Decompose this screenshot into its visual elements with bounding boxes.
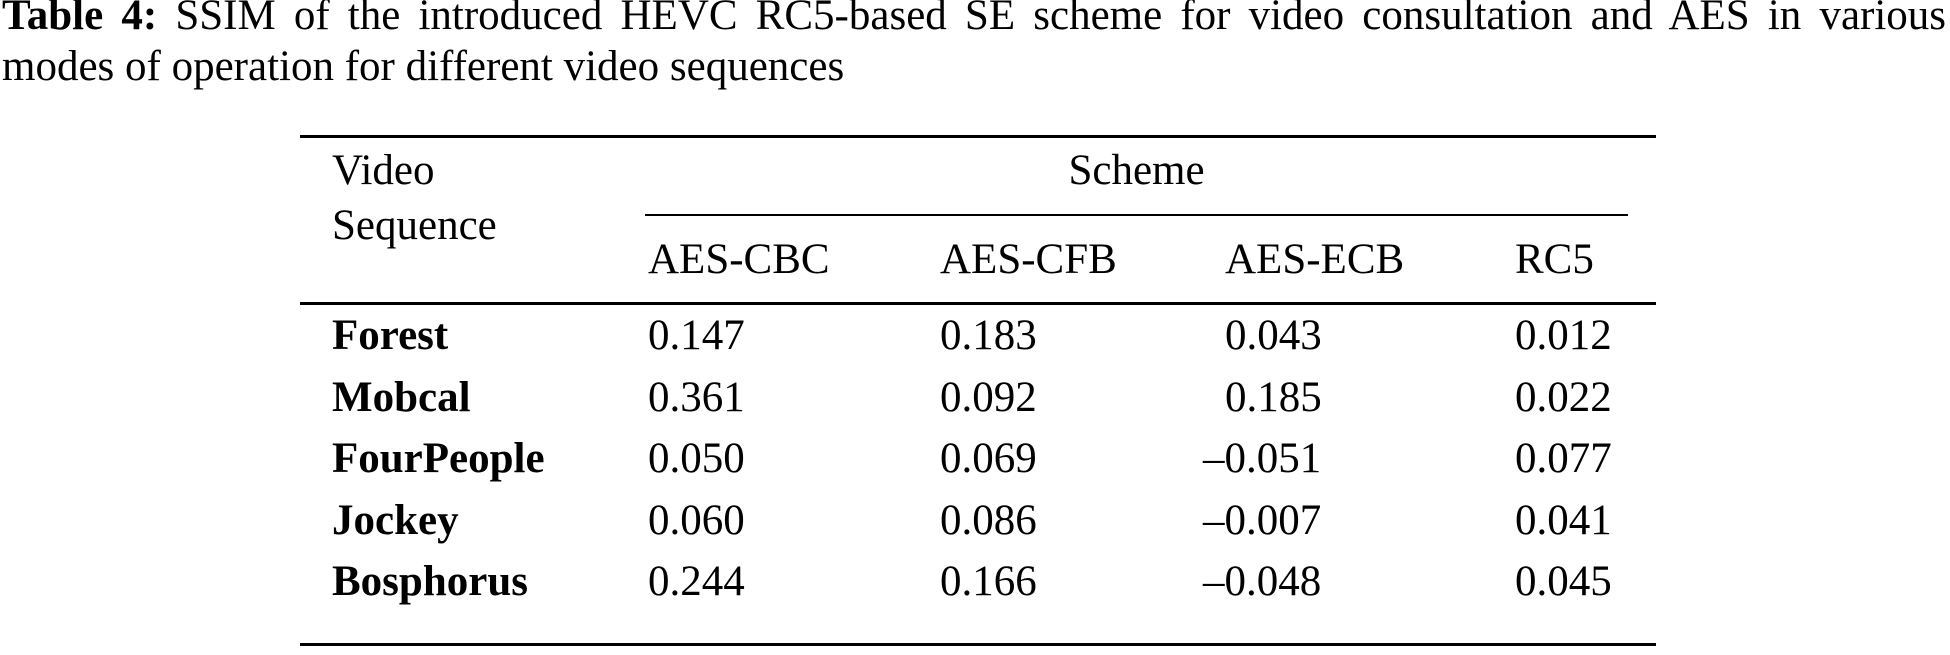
row-label: Jockey (332, 496, 459, 544)
cell-value: 0.361 (648, 373, 745, 421)
stub-column-header (332, 143, 497, 253)
cell-value: 0.086 (940, 496, 1037, 544)
cell-value: 0.022 (1515, 373, 1612, 421)
table-row (300, 305, 1656, 367)
table-row (300, 490, 1656, 552)
row-label: Bosphorus (332, 558, 528, 605)
cell-value: –0.007 (1203, 496, 1322, 544)
cell-value: 0.069 (940, 435, 1037, 482)
column-header-spacer (300, 238, 648, 282)
cell-value: 0.077 (1515, 435, 1612, 482)
table-bottom-rule (300, 643, 1656, 646)
stub-header-line-2: Sequence (332, 202, 497, 249)
data-table (300, 135, 1656, 646)
cell-value: 0.041 (1515, 496, 1612, 544)
cell-value: 0.043 (1225, 312, 1322, 359)
scheme-spanner-header: Scheme (1068, 147, 1205, 194)
row-label: Mobcal (332, 373, 471, 421)
column-header-row (300, 238, 1656, 282)
column-header-aes-cbc: AES-CBC (648, 236, 830, 283)
cell-value: –0.048 (1203, 558, 1322, 605)
stub-header-line-1: Video (332, 147, 435, 194)
column-header-rc5: RC5 (1515, 236, 1594, 283)
cell-value: 0.050 (648, 435, 745, 482)
cell-value: 0.092 (940, 373, 1037, 421)
column-header-aes-ecb: AES-ECB (1225, 236, 1405, 283)
table-row (300, 428, 1656, 490)
scheme-spanner-rule (645, 214, 1628, 216)
cell-value: 0.045 (1515, 558, 1612, 605)
caption-line-2 (2, 41, 1946, 92)
cell-value: 0.060 (648, 496, 745, 544)
caption-text-1: SSIM of the introduced HEVC RC5-based SE scheme for video consultation and AES in various (175, 0, 1947, 39)
table-row (300, 367, 1656, 429)
cell-value: 0.185 (1225, 373, 1322, 421)
cell-value: 0.166 (940, 558, 1037, 605)
table-row (300, 551, 1656, 613)
table-header (300, 138, 1656, 302)
cell-value: 0.012 (1515, 312, 1612, 359)
caption-line-1 (2, 0, 1946, 41)
table-caption (2, 0, 1946, 92)
caption-label: Table 4: (2, 0, 158, 39)
table-body (300, 305, 1656, 643)
cell-value: 0.183 (940, 312, 1037, 359)
cell-value: –0.051 (1203, 435, 1322, 482)
row-label: Forest (332, 312, 449, 359)
cell-value: 0.244 (648, 558, 745, 605)
cell-value: 0.147 (648, 312, 745, 359)
column-header-aes-cfb: AES-CFB (940, 236, 1117, 283)
row-label: FourPeople (332, 435, 545, 482)
caption-text-2: modes of operation for different video sequences (2, 43, 845, 90)
